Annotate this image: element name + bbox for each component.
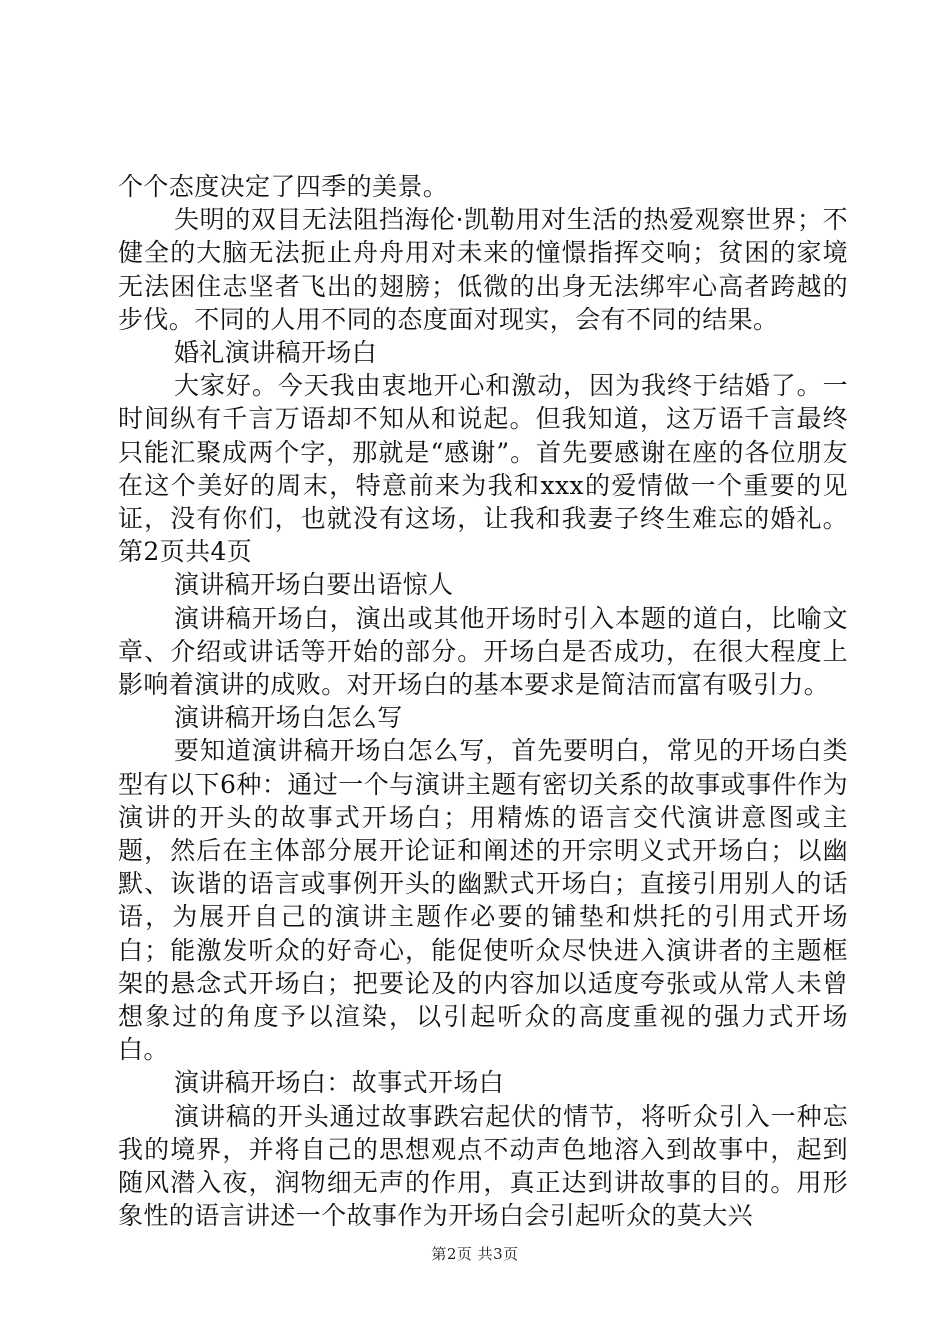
paragraph-story-opening: 演讲稿的开头通过故事跌宕起伏的情节，将听众引入一种忘我的境界，并将自己的思想观点不动声色地溶入到故事中，起到随风潜入夜，润物细无声的作用，真正达到讲故事的目的。用形象性的语言讲述一个故事作为开场白会引起听众的莫大兴 [118, 1101, 848, 1231]
paragraph-wedding-speech: 大家好。今天我由衷地开心和激动，因为我终于结婚了。一时间纵有千言万语却不知从和说起。但我知道，这万语千言最终只能汇聚成两个字，那就是“感谢”。首先要感谢在座的各位朋友在这个美好的周末，特意前来为我和xxx的爱情做一个重要的见证，没有你们，也就没有这场，让我和我妻子终生难忘的婚礼。第2页共4页 [118, 371, 848, 567]
document-body [118, 170, 848, 1233]
page-number-footer: 第2页 共3页 [431, 1245, 519, 1263]
paragraph-helen-keller: 失明的双目无法阻挡海伦·凯勒用对生活的热爱观察世界；不健全的大脑无法扼止舟舟用对未来的憧憬指挥交响；贫困的家境无法困住志坚者飞出的翅膀；低微的出身无法绑牢心高者跨越的步伐。不同的人用不同的态度面对现实，会有不同的结果。 [118, 205, 848, 334]
section-heading-story-opening: 演讲稿开场白：故事式开场白 [174, 1068, 505, 1098]
paragraph-six-types: 要知道演讲稿开场白怎么写，首先要明白，常见的开场白类型有以下6种：通过一个与演讲主题有密切关系的故事或事件作为演讲的开头的故事式开场白；用精炼的语言交代演讲意图或主题，然后在主体部分展开论证和阐述的开宗明义式开场白；以幽默、诙谐的语言或事例开头的幽默式开场白；直接引用别人的话语，为展开自己的演讲主题作必要的铺垫和烘托的引用式开场白；能激发听众的好奇心，能促使听众尽快进入演讲者的主题框架的悬念式开场白；把要论及的内容加以适度夸张或从常人未曾想象过的角度予以渲染，以引起听众的高度重视的强力式开场白。 [118, 736, 848, 1065]
section-heading-surprising: 演讲稿开场白要出语惊人 [174, 570, 454, 600]
paragraph-opening-definition: 演讲稿开场白，演出或其他开场时引入本题的道白，比喻文章、介绍或讲话等开始的部分。开场白是否成功，在很大程度上影响着演讲的成败。对开场白的基本要求是简洁而富有吸引力。 [118, 603, 848, 700]
section-heading-wedding: 婚礼演讲稿开场白 [174, 338, 378, 368]
paragraph-continuation: 个个态度决定了四季的美景。 [118, 172, 449, 201]
section-heading-how-to-write: 演讲稿开场白怎么写 [174, 703, 403, 733]
